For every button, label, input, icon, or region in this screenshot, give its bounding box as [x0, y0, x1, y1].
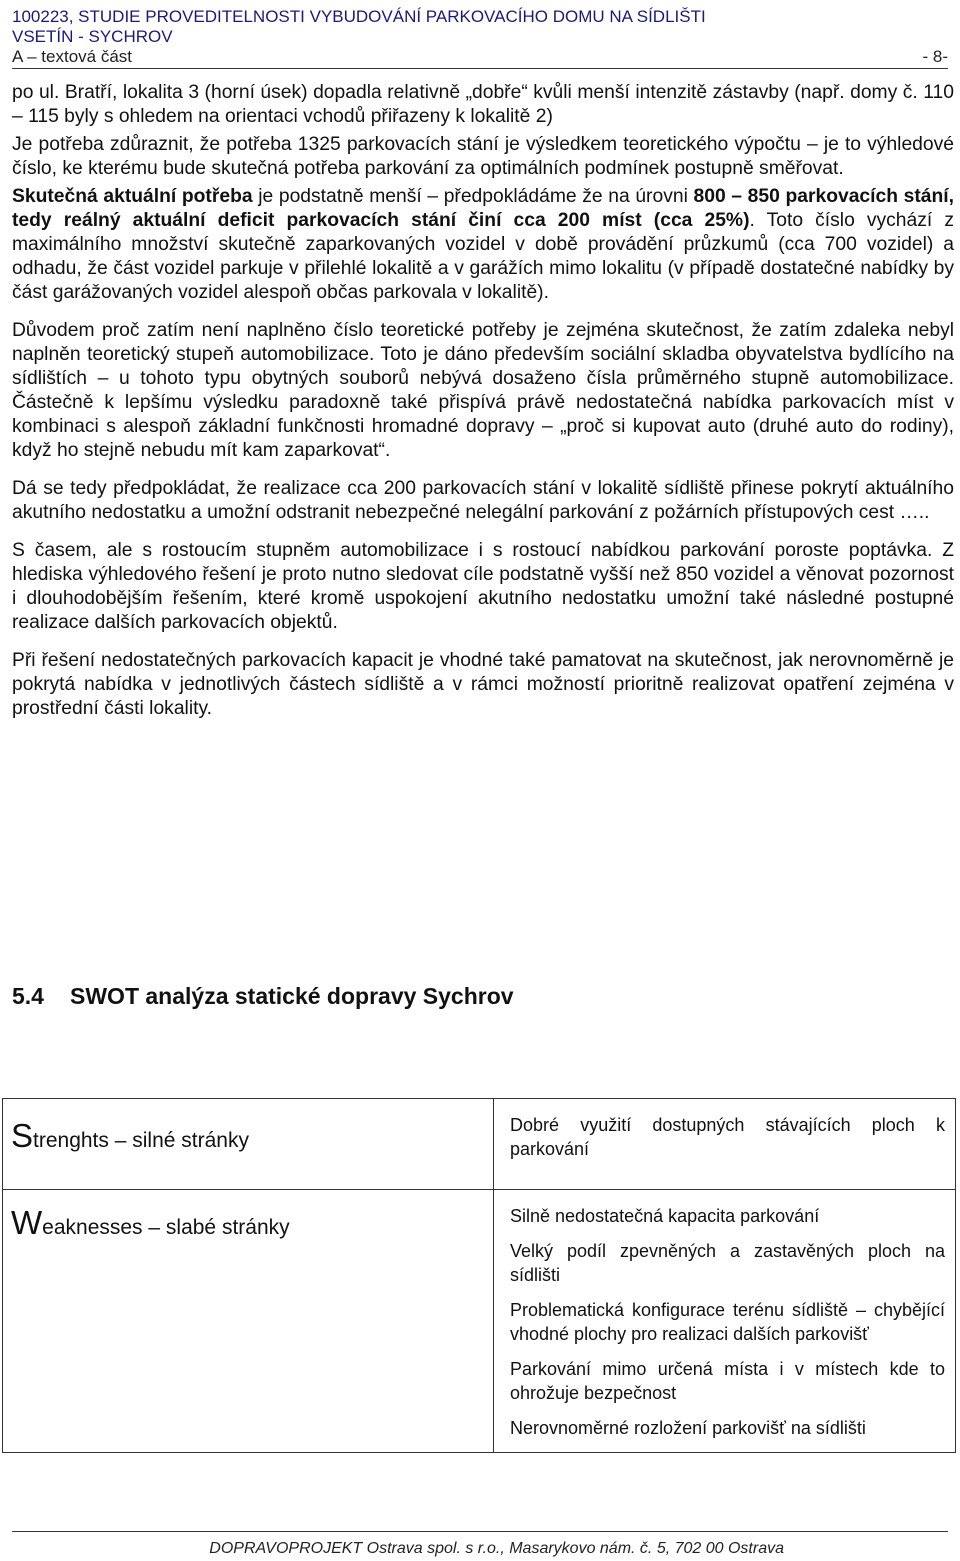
swot-row-strengths [3, 1099, 956, 1190]
header-title-line2: VSETÍN - SYCHROV [12, 27, 173, 46]
paragraph-6: S časem, ale s rostoucím stupněm automobilizace i s rostoucí nabídkou parkování poroste poptávka. Z hlediska výhledového řešení je proto nutno sledovat cíle podstatně vyšší než 850 vozidel a věnovat pozornost i dlouhodobějším řešením, které kromě uspokojení akutního nedostatku umožní také následné postupné realizace dalších parkovacích objektů. [12, 540, 954, 633]
header-title-line1: 100223, STUDIE PROVEDITELNOSTI VYBUDOVÁNÍ PARKOVACÍHO DOMU NA SÍDLIŠTI [12, 7, 706, 26]
strengths-initial: S [11, 1117, 34, 1154]
p3-text-a: je podstatně menší – předpokládáme že na úrovni [252, 186, 694, 207]
p3-bold-b: 800 – 850 parkovacích stání, tedy reálný aktuální deficit parkovacích stání činí cca 200 míst (cca 25%) [12, 186, 955, 231]
weaknesses-items [494, 1190, 956, 1453]
strengths-label-text: trenghts – silné stránky [33, 1129, 249, 1152]
strength-item: Dobré využití dostupných stávajících ploch k parkování [510, 1115, 945, 1159]
weakness-item: Problematická konfigurace terénu sídliště – chybějící vhodné plochy pro realizaci dalších parkovišť [510, 1300, 945, 1344]
paragraph-7: Při řešení nedostatečných parkovacích kapacit je vhodné také pamatovat na skutečnost, jak nerovnoměrně je pokrytá nabídka v jednotlivých částech sídliště a v rámci možností prioritně realizovat opatření zejména v prostřední části lokality. [12, 650, 954, 719]
header-subtitle: A – textová část [12, 47, 133, 66]
footer-divider [12, 1531, 948, 1532]
strengths-label [3, 1099, 494, 1190]
strengths-items [494, 1099, 956, 1190]
page-header [12, 0, 948, 69]
weaknesses-label-text: eaknesses – slabé stránky [42, 1216, 290, 1239]
section-title: SWOT analýza statické dopravy Sychrov [70, 983, 514, 1009]
paragraph-5: Dá se tedy předpokládat, že realizace cca 200 parkovacích stání v lokalitě sídliště přinese pokrytí aktuálního akutního nedostatku a umožní odstranit nebezpečné nelegální parkování z požárních přístupových cest ….. [12, 478, 954, 523]
weakness-item: Parkování mimo určená místa i v místech kde to ohrožuje bezpečnost [510, 1359, 945, 1403]
page-number: - 8- [922, 47, 948, 66]
weaknesses-initial: W [11, 1204, 43, 1241]
weakness-item: Silně nedostatečná kapacita parkování [510, 1206, 820, 1226]
paragraph-3 [12, 185, 954, 305]
weakness-item: Velký podíl zpevněných a zastavěných ploch na sídlišti [510, 1241, 945, 1285]
paragraph-2: Je potřeba zdůraznit, že potřeba 1325 parkovacích stání je výsledkem teoretického výpočtu – je to výhledové číslo, ke kterému bude skutečná potřeba parkování za optimálních podmínek postupně směřovat. [12, 134, 954, 179]
section-heading [12, 983, 514, 1010]
p3-text-b: . Toto číslo vychází z maximálního množství skutečně zaparkovaných vozidel v době provádění průzkumů (cca 700 vozidel) a odhadu, že část vozidel parkuje v přilehlé lokalitě a v garážích mimo lokalitu (v případě dostatečné nabídky by část garážovaných vozidel alespoň občas parkovala v lokalitě). [12, 210, 954, 303]
swot-row-weaknesses [3, 1190, 956, 1453]
paragraph-1: po ul. Bratří, lokalita 3 (horní úsek) dopadla relativně „dobře“ kvůli menší intenzitě zástavby (např. domy č. 110 – 115 byly s ohledem na orientaci vchodů přiřazeny k lokalitě 2) [12, 82, 954, 127]
weakness-item: Nerovnoměrné rozložení parkovišť na sídlišti [510, 1418, 866, 1438]
section-number: 5.4 [12, 983, 44, 1009]
paragraph-4: Důvodem proč zatím není naplněno číslo teoretické potřeby je zejména skutečnost, že zatím zdaleka nebyl naplněn teoretický stupeň automobilizace. Toto je dáno především sociální skladba obyvatelstva bydlícího na sídlištích – u tohoto typu obytných souborů nebývá dosaženo čísla průměrného stupně automobilizace. Částečně k lepšímu výsledku paradoxně také přispívá právě nedostatečná nabídka parkovacích míst v kombinaci s alespoň základní funkčnosti hromadné dopravy – „proč si kupovat auto (druhé auto do rodiny), když ho stejně nebudu mít kam zaparkovat“. [12, 320, 954, 461]
weaknesses-label [3, 1190, 494, 1453]
swot-table [2, 1098, 956, 1453]
body-text [12, 81, 954, 735]
footer-text: DOPRAVOPROJEKT Ostrava spol. s r.o., Masarykovo nám. č. 5, 702 00 Ostrava [209, 1540, 784, 1557]
p3-bold-a: Skutečná aktuální potřeba [12, 186, 253, 207]
page-footer [0, 1523, 960, 1561]
